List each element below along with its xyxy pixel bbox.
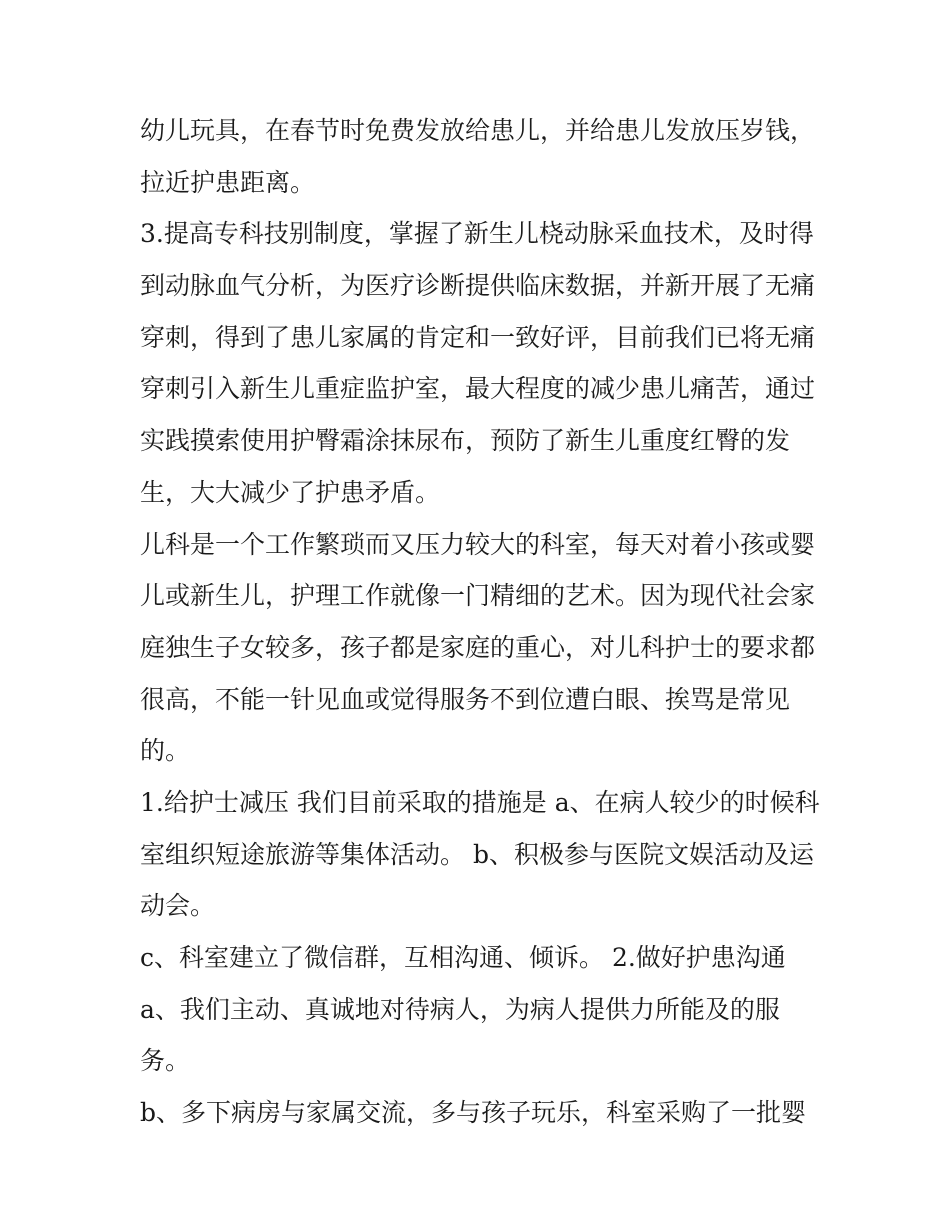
text-line: 穿刺引入新生儿重症监护室，最大程度的减少患儿痛苦，通过 <box>140 374 816 404</box>
text-line: b、多下病房与家属交流，多与孩子玩乐，科室采购了一批婴 <box>140 1098 807 1128</box>
text-line: 生，大大减少了护患矛盾。 <box>140 477 441 507</box>
document-body <box>140 105 820 1139</box>
text-line: 动会。 <box>140 891 216 921</box>
text-line: 穿刺，得到了患儿家属的肯定和一致好评，目前我们已将无痛 <box>140 322 816 352</box>
text-line: 室组织短途旅游等集体活动。 b、积极参与医院文娱活动及运 <box>140 839 814 869</box>
text-line: c、科室建立了微信群，互相沟通、倾诉。 2.做好护患沟通 <box>140 943 786 972</box>
text-line: 的。 <box>140 736 191 766</box>
text-line: 务。 <box>140 1046 191 1076</box>
text-line: 1.给护士减压 我们目前采取的措施是 a、在病人较少的时候科 <box>140 787 820 817</box>
text-line: 实践摸索使用护臀霜涂抹尿布，预防了新生儿重度红臀的发 <box>140 426 791 456</box>
text-line: 拉近护患距离。 <box>140 167 316 197</box>
text-line: 到动脉血气分析，为医疗诊断提供临床数据，并新开展了无痛 <box>140 271 816 301</box>
text-line: 幼儿玩具，在春节时免费发放给患儿，并给患儿发放压岁钱， <box>140 116 816 145</box>
text-line: 儿科是一个工作繁琐而又压力较大的科室，每天对着小孩或婴 <box>140 529 816 559</box>
text-line: 3.提高专科技别制度，掌握了新生儿桡动脉采血技术，及时得 <box>140 219 814 249</box>
text-line: a、我们主动、真诚地对待病人，为病人提供力所能及的服 <box>140 994 780 1024</box>
text-line: 庭独生子女较多，孩子都是家庭的重心，对儿科护士的要求都 <box>140 632 816 662</box>
text-line: 儿或新生儿，护理工作就像一门精细的艺术。因为现代社会家 <box>140 581 816 611</box>
text-line: 很高，不能一针见血或觉得服务不到位遭白眼、挨骂是常见 <box>140 684 791 714</box>
